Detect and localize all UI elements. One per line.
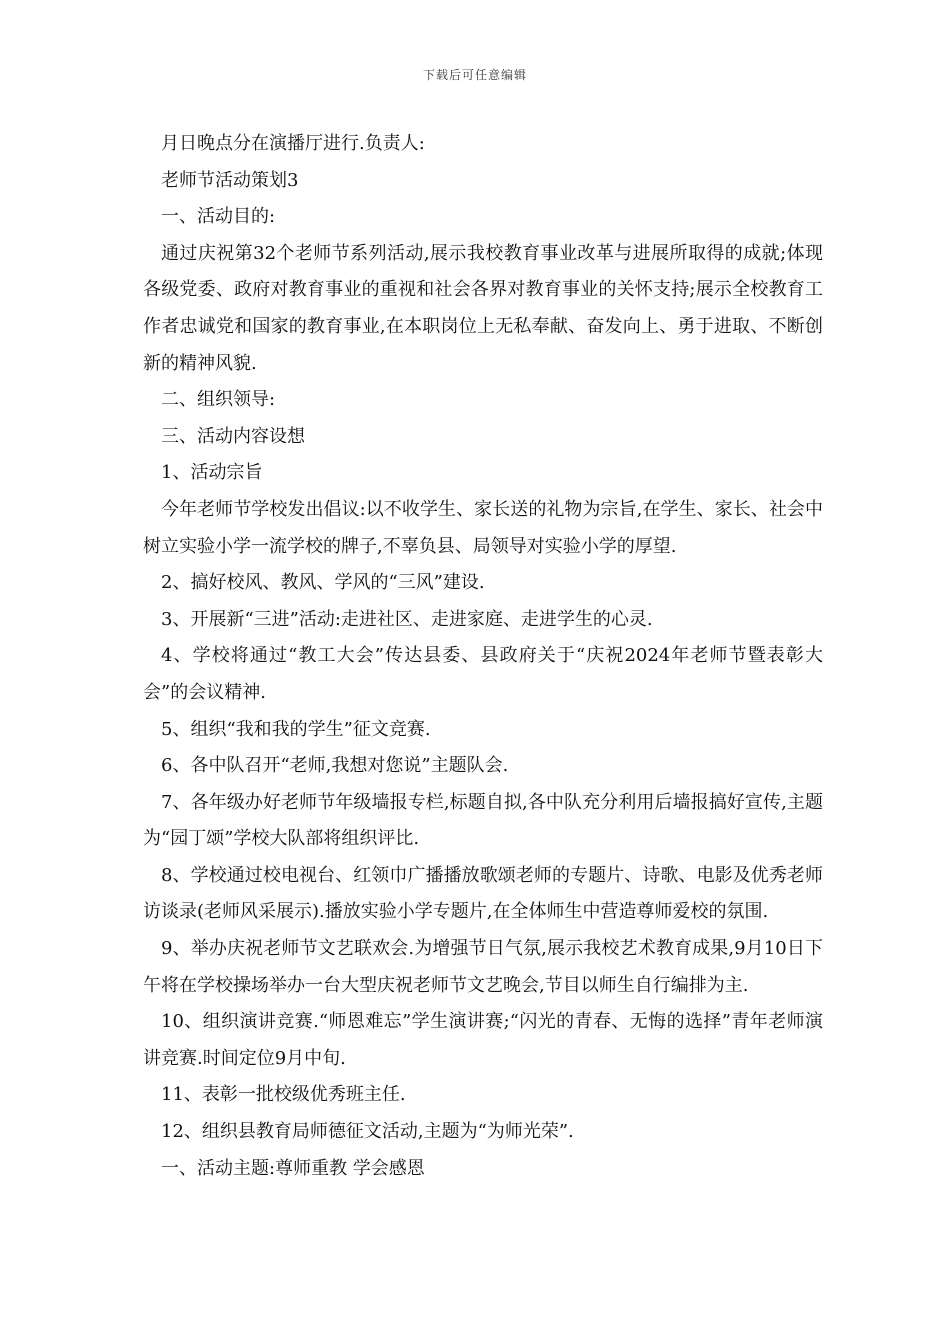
list-item: 3、开展新“三进”活动:走进社区、走进家庭、走进学生的心灵.	[161, 608, 653, 630]
paragraph: 月日晚点分在演播厅进行.负责人:	[161, 133, 425, 154]
document-body	[143, 126, 823, 1187]
section-heading: 二、组织领导:	[161, 389, 276, 411]
list-item: 7、各年级办好老师节年级墙报专栏,标题自拟,各中队充分利用后墙报搞好宣传,主题为“园丁颂”学校大队部将组织评比.	[143, 791, 823, 850]
list-item: 1、活动宗旨	[161, 462, 263, 484]
list-item: 9、举办庆祝老师节文艺联欢会.为增强节日气氛,展示我校艺术教育成果,9月10日下午将在学校操场举办一台大型庆祝老师节文艺晚会,节目以师生自行编排为主.	[143, 938, 823, 996]
list-item: 10、组织演讲竞赛.“师恩难忘”学生演讲赛;“闪光的青春、无悔的选择”青年老师演讲竞赛.时间定位9月中旬.	[143, 1011, 823, 1069]
section-heading: 三、活动内容设想	[161, 425, 305, 447]
paragraph: 今年老师节学校发出倡议:以不收学生、家长送的礼物为宗旨,在学生、家长、社会中树立实验小学一流学校的牌子,不辜负县、局领导对实验小学的厚望.	[143, 498, 823, 557]
list-item: 11、表彰一批校级优秀班主任.	[161, 1084, 406, 1106]
list-item: 2、搞好校风、教风、学风的“三风”建设.	[161, 572, 485, 594]
list-item: 4、学校将通过“教工大会”传达县委、县政府关于“庆祝2024年老师节暨表彰大会”的会议精神.	[143, 645, 823, 703]
list-item: 12、组织县教育局师德征文活动,主题为“为师光荣”.	[161, 1121, 574, 1143]
list-item: 8、学校通过校电视台、红领巾广播播放歌颂老师的专题片、诗歌、电影及优秀老师访谈录(老师风采展示).播放实验小学专题片,在全体师生中营造尊师爱校的氛围.	[143, 864, 823, 923]
section-heading: 一、活动主题:尊师重教 学会感恩	[161, 1157, 425, 1179]
list-item: 5、组织“我和我的学生”征文竞赛.	[161, 718, 431, 740]
list-item: 6、各中队召开“老师,我想对您说”主题队会.	[161, 755, 509, 777]
section-heading: 一、活动目的:	[161, 206, 276, 228]
paragraph: 通过庆祝第32个老师节系列活动,展示我校教育事业改革与进展所取得的成就;体现各级党委、政府对教育事业的重视和社会各界对教育事业的关怀支持;展示全校教育工作者忠诚党和国家的教育事业,在本职岗位上无私奉献、奋发向上、勇于进取、不断创新的精神风貌.	[143, 242, 823, 374]
paragraph: 老师节活动策划3	[161, 169, 299, 191]
page-header-note: 下载后可任意编辑	[422, 68, 527, 82]
